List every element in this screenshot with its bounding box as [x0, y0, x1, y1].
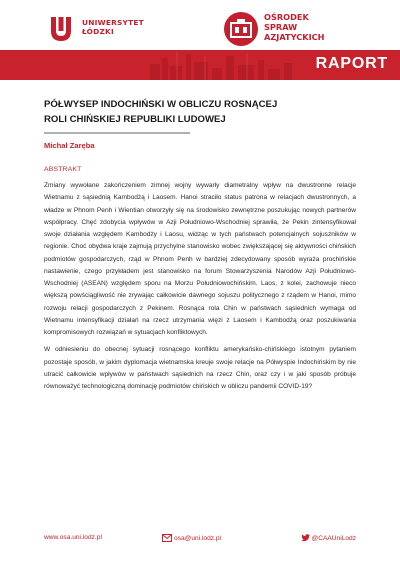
twitter-contact[interactable] — [301, 534, 356, 542]
report-banner — [0, 50, 400, 80]
university-emblem-icon — [46, 14, 76, 44]
asian-affairs-emblem-icon — [222, 10, 260, 48]
document-title — [44, 98, 344, 127]
center-name-line3: AZJATYCKICH — [264, 32, 325, 42]
university-logo — [46, 12, 144, 48]
center-name-line2: SPRAW — [264, 22, 298, 32]
center-name-line1: OŚRODEK — [264, 12, 309, 22]
page-footer — [44, 534, 356, 548]
abstract-body — [44, 180, 356, 398]
author-name: Michał Zaręba — [44, 141, 95, 150]
university-name-line2: ŁÓDZKI — [82, 27, 114, 36]
asian-affairs-center-logo — [222, 10, 362, 50]
title-divider — [44, 132, 190, 134]
twitter-bird-icon — [301, 534, 310, 542]
website-link[interactable]: www.osa.uni.lodz.pl — [44, 534, 102, 541]
envelope-icon — [162, 534, 172, 542]
title-line-2: ROLI CHIŃSKIEJ REPUBLIKI LUDOWEJ — [44, 113, 226, 125]
title-line-1: PÓŁWYSEP INDOCHIŃSKI W OBLICZU ROSNĄCEJ — [44, 99, 278, 110]
university-name-line1: UNIWERSYTET — [82, 18, 144, 27]
banner-label: RAPORT — [315, 55, 388, 72]
email-address: osa@uni.lodz.pl — [174, 535, 222, 542]
email-contact[interactable] — [162, 534, 221, 542]
abstract-heading: ABSTRAKT — [44, 166, 82, 173]
twitter-handle: @CAAUniLodz — [311, 535, 356, 542]
abstract-paragraph-1: Zmiany wywołane zakończeniem zimnej wojny wywarły diametralny wpływ na dwustronne relacje Wietnamu z sąsiednią Kambodżą i Laosem. Hanoi straciło status patrona w relacjach dwustronnych, a władze w Phnom Penh i Wientian otworzyły się na środowisko zewnętrzne poszukując nowych partnerów współpracy. Chęć zdobycia wpływów w Azji Południowo-Wschodniej sprawiła, że Pekin zintensyfikował swoje działania względem Kambodży i Laosu, widząc w tych państwach potencjalnych sojuszników w regionie. Choć obydwa kraje zajmują przychylne stanowisko wobec zwiększającej się aktywności chińskich podmiotów gospodarczych, rząd w Phnom Penh w bardziej zdecydowany sposób wyraża prochińskie nastawienie, czego przykładem jest stanowisko na forum Stowarzyszenia Narodów Azji Południowo-Wschodniej (ASEAN) względem sporu na Morzu Południowochińskim. Laos, z kolei, zachowuje nieco większą powściągliwość nie zrywając całkowicie dawnego sojuszu politycznego z rządem w Hanoi, mimo rozwoju relacji gospodarczych z Pekinem. Rosnąca rola Chin w państwach sąsiednich wymaga od Wietnamu intensyfikacji działań na rzecz utrzymania więzi z Laosem i Kambodżą oraz poszukiwania kompromisowych rozwiązań w sytuacjach konfliktowych. — [44, 182, 356, 336]
abstract-paragraph-2: W odniesieniu do obecnej sytuacji rosnącego konfliktu amerykańsko-chińskiego istotnym pytaniem pozostaje sposób, w jakim dyplomacja wietnamska kreuje swoje relacje na Półwyspie Indochińskim by nie utracić całkowicie wpływów w państwach sąsiednich na rzecz Chin, oraz czy i w jaki sposób próbuje równoważyć technologiczną dominację podmiotów chińskich w obliczu pandemii COVID-19? — [44, 346, 356, 390]
